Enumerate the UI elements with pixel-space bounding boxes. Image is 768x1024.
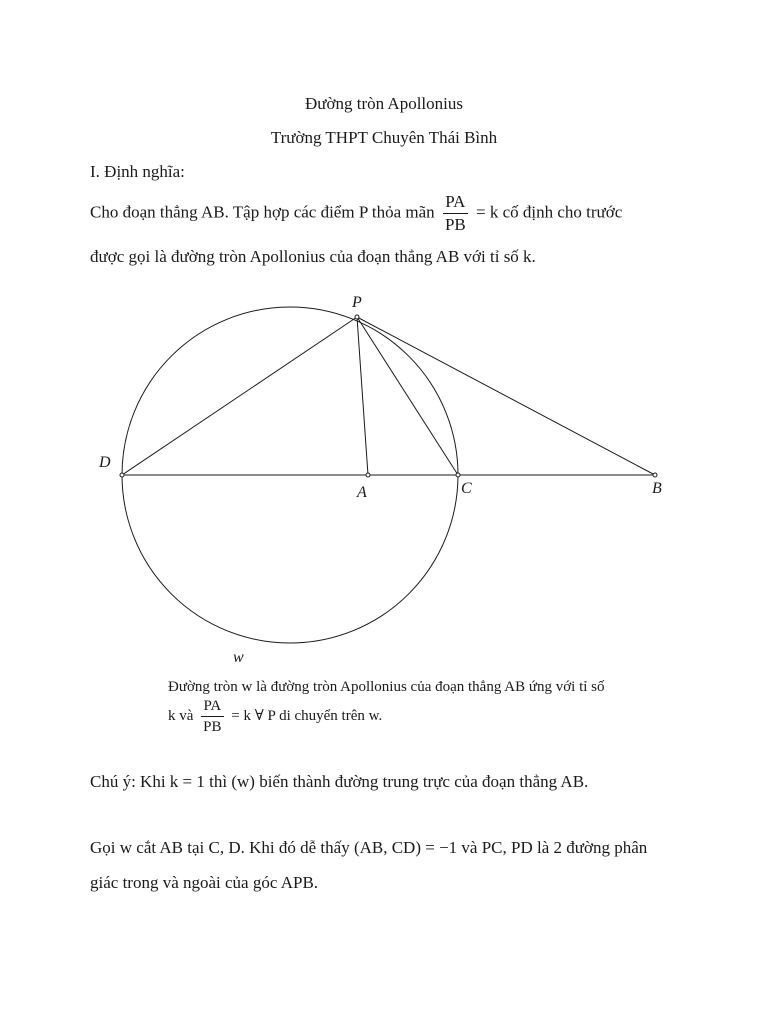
note-k-equals-one: Chú ý: Khi k = 1 thì (w) biến thành đường trung trực của đoạn thẳng AB. — [90, 772, 589, 791]
section-heading: I. Định nghĩa: — [90, 162, 185, 181]
fraction-denominator: PB — [444, 215, 466, 234]
caption-text-after: = k ∀ P di chuyển trên w. — [231, 707, 383, 724]
caption-fraction-denominator: PB — [203, 719, 222, 735]
figure-caption-line-1: Đường tròn w là đường tròn Apollonius của đoạn thẳng AB ứng với tỉ số — [168, 679, 605, 695]
school-name: Trường THPT Chuyên Thái Bình — [270, 128, 498, 147]
label-w: w — [233, 649, 244, 666]
note-harmonic-line-2: giác trong và ngoài của góc APB. — [90, 873, 319, 892]
caption-ratio-fraction — [201, 697, 223, 736]
caption-fraction-numerator: PA — [201, 697, 223, 717]
figure-caption-line-2 — [168, 697, 382, 736]
point-B-marker — [653, 473, 657, 477]
label-D: D — [99, 454, 111, 471]
label-C: C — [461, 480, 472, 497]
document-title: Đường tròn Apollonius — [305, 94, 463, 113]
fraction-numerator: PA — [443, 192, 468, 214]
definition-text-after: = k cố định cho trước — [475, 202, 623, 222]
definition-text-before: Cho đoạn thẳng AB. Tập hợp các điểm P thỏa mãn — [90, 202, 435, 222]
segment-PA — [357, 317, 368, 475]
point-C-marker — [456, 473, 460, 477]
segment-PD — [122, 317, 357, 475]
caption-k-text: k và — [168, 707, 194, 724]
segment-PC — [357, 317, 458, 475]
point-P-marker — [355, 315, 359, 319]
segment-PB — [357, 317, 655, 475]
label-P: P — [352, 294, 362, 311]
point-A-marker — [366, 473, 370, 477]
label-A: A — [357, 484, 367, 501]
definition-line-2: được gọi là đường tròn Apollonius của đoạn thẳng AB với tỉ số k. — [90, 247, 536, 266]
label-B: B — [652, 480, 662, 497]
point-D-marker — [120, 473, 124, 477]
note-harmonic-line-1: Gọi w cắt AB tại C, D. Khi đó dễ thấy (AB, CD) = −1 và PC, PD là 2 đường phân — [90, 838, 648, 857]
